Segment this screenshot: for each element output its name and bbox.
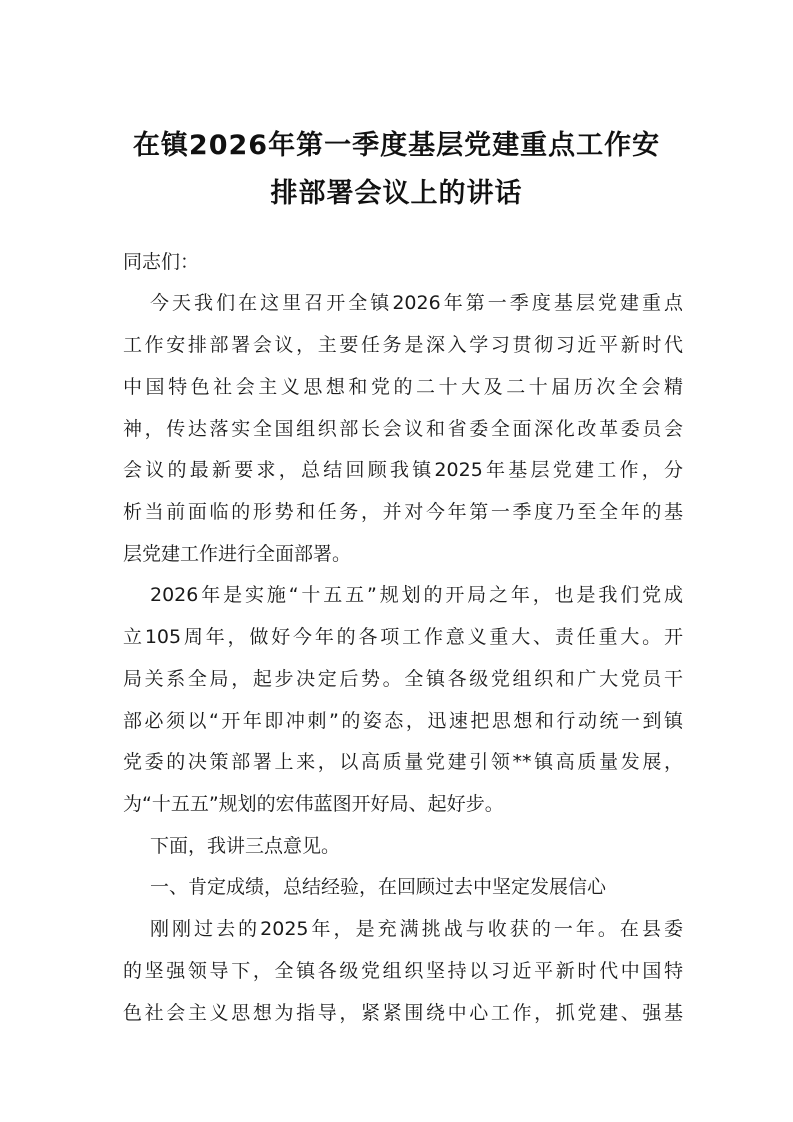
paragraph-line: 工作安排部署会议，主要任务是深入学习贯彻习近平新时代 bbox=[123, 334, 683, 356]
paragraph-line: 层党建工作进行全面部署。 bbox=[123, 543, 352, 565]
paragraph-line: 神，传达落实全国组织部长会议和省委全面深化改革委员会 bbox=[123, 418, 683, 440]
paragraph-line: 中国特色社会主义思想和党的二十大及二十届历次全会精 bbox=[123, 376, 683, 398]
salutation: 同志们： bbox=[123, 251, 200, 273]
paragraph-line: 析当前面临的形势和任务，并对今年第一季度乃至全年的基 bbox=[123, 501, 683, 523]
paragraph-line: 局关系全局，起步决定后势。全镇各级党组织和广大党员干 bbox=[123, 668, 683, 690]
paragraph-line: 党委的决策部署上来，以高质量党建引领**镇高质量发展， bbox=[123, 751, 683, 773]
paragraph-line: 色社会主义思想为指导，紧紧围绕中心工作，抓党建、强基 bbox=[123, 1002, 683, 1024]
section-heading: 一、肯定成绩，总结经验，在回顾过去中坚定发展信心 bbox=[150, 876, 607, 898]
paragraph-line: 为“十五五”规划的宏伟蓝图开好局、起好步。 bbox=[123, 793, 504, 815]
paragraph-line: 刚刚过去的2025年，是充满挑战与收获的一年。在县委 bbox=[150, 918, 683, 940]
paragraph-line: 部必须以“开年即冲刺”的姿态，迅速把思想和行动统一到镇 bbox=[123, 710, 683, 732]
document-title-line-1: 在镇2026年第一季度基层党建重点工作安 bbox=[132, 130, 661, 161]
paragraph-line: 立105周年，做好今年的各项工作意义重大、责任重大。开 bbox=[123, 626, 683, 648]
paragraph-line: 的坚强领导下，全镇各级党组织坚持以习近平新时代中国特 bbox=[123, 960, 683, 982]
paragraph-line: 今天我们在这里召开全镇2026年第一季度基层党建重点 bbox=[150, 292, 683, 314]
paragraph-line: 下面，我讲三点意见。 bbox=[150, 835, 341, 857]
paragraph-line: 2026年是实施“十五五”规划的开局之年，也是我们党成 bbox=[150, 584, 683, 606]
paragraph-line: 会议的最新要求，总结回顾我镇2025年基层党建工作，分 bbox=[123, 459, 683, 481]
document-title-line-2: 排部署会议上的讲话 bbox=[270, 178, 523, 209]
